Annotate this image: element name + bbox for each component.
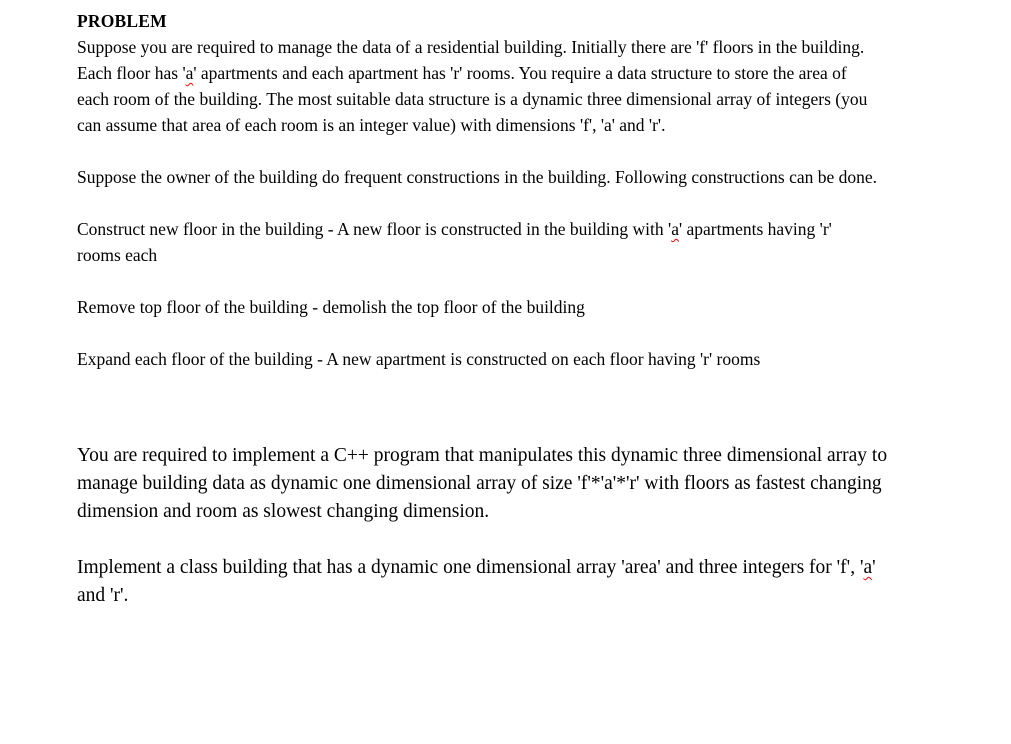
text-segment: Implement a class building that has a dynamic one dimensional array 'area' and three integers for 'f', ' <box>77 557 864 578</box>
misspelled-word: a <box>185 63 194 83</box>
paragraph <box>77 294 877 320</box>
text-segment: Remove top floor of the building - demolish the top floor of the building <box>77 297 585 317</box>
paragraph <box>77 346 877 372</box>
paragraph <box>77 442 889 526</box>
text-segment: Suppose the owner of the building do frequent constructions in the building. Following constructions can be done. <box>77 167 878 187</box>
problem-heading: PROBLEM <box>77 11 167 31</box>
misspelled-word: a <box>671 219 679 239</box>
text-segment: ' apartments and each apartment has 'r' rooms. You require a data structure to store the area of each room of the building. The most suitable data structure is a dynamic three dimensional array of integers (you can assume that area of each room is an integer value) with dimensions 'f', 'a' and 'r'. <box>77 63 868 135</box>
paragraph <box>77 34 877 138</box>
text-segment: Expand each floor of the building - A new apartment is constructed on each floor having 'r' rooms <box>77 349 761 369</box>
paragraph <box>77 164 877 190</box>
text-segment: Construct new floor in the building - A new floor is constructed in the building with ' <box>77 219 672 239</box>
misspelled-word: a <box>863 557 873 578</box>
text-segment: ' apartments having 'r' rooms each <box>77 219 832 265</box>
text-segment: You are required to implement a C++ program that manipulates this dynamic three dimensional array to manage building data as dynamic one dimensional array of size 'f'*'a'*'r' with floors as fastest changing dimension and room as slowest changing dimension. <box>77 445 888 522</box>
text-segment: Suppose you are required to manage the data of a residential building. Initially there are 'f' floors in the building. Each floor has ' <box>77 37 865 83</box>
paragraph <box>77 216 877 268</box>
paragraph <box>77 554 889 610</box>
text-segment: ' and 'r'. <box>77 557 876 606</box>
paragraphs <box>77 34 1011 610</box>
